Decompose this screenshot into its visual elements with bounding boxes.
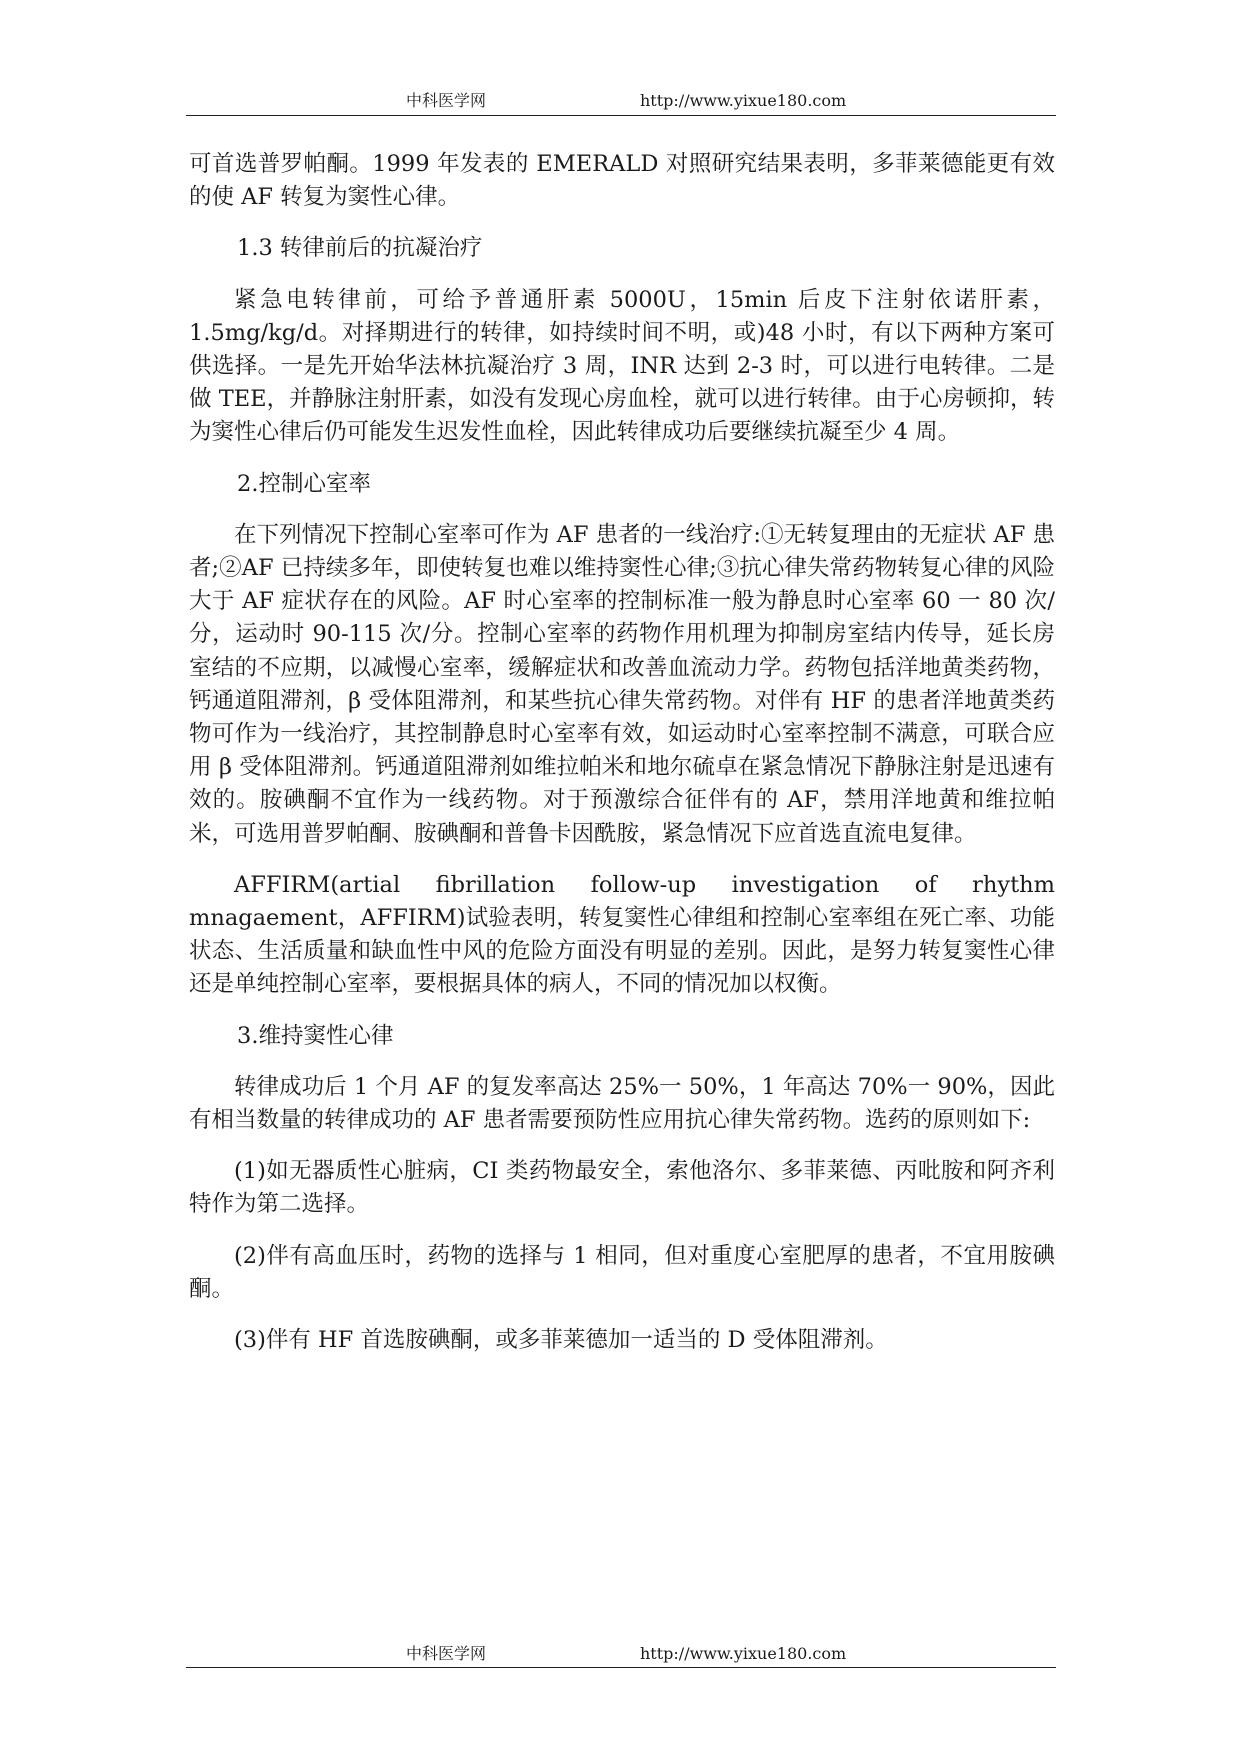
footer-divider [186,1667,1056,1668]
page-footer [186,1644,1056,1664]
page-header [186,91,1056,111]
list-item: (2)伴有高血压时，药物的选择与 1 相同，但对重度心室肥厚的患者，不宜用胺碘酮。 [189,1242,1055,1302]
footer-url: http://www.yixue180.com [640,1644,847,1663]
document-body [189,148,1055,1375]
paragraph: 可首选普罗帕酮。1999 年发表的 EMERALD 对照研究结果表明，多菲莱德能更有效的使 AF 转复为窦性心律。 [189,151,1055,211]
paragraph: 转律成功后 1 个月 AF 的复发率高达 25%一 50%，1 年高达 70%一 90%，因此有相当数量的转律成功的 AF 患者需要预防性应用抗心律失常药物。选药的原则如下: [189,1073,1055,1134]
paragraph: 紧急电转律前，可给予普通肝素 5000U，15min 后皮下注射依诺肝素，1.5mg/kg/d。对择期进行的转律，如持续时间不明，或)48 小时，有以下两种方案可供选择。一是先开始华法林抗凝治疗 3 周，INR 达到 2-3 时，可以进行电转律。二是做 TEE，并静脉注射肝素，如没有发现心房血栓，就可以进行转律。由于心房顿抑，转为窦性心律后仍可能发生迟发性血栓，因此转律成功后要继续抗凝至少 4 周。 [189,286,1055,446]
section-heading: 1.3 转律前后的抗凝治疗 [237,235,483,262]
list-item: (1)如无器质性心脏病，CI 类药物最安全，索他洛尔、多菲莱德、丙吡胺和阿齐利特作为第二选择。 [189,1158,1055,1218]
section-heading: 3.维持窦性心律 [237,1022,394,1049]
paragraph: AFFIRM(artial fibrillation follow-up investigation of rhythm mnagaement，AFFIRM)试验表明，转复窦性心律组和控制心室率组在死亡率、功能状态、生活质量和缺血性中风的危险方面没有明显的差别。因此，是努力转复窦性心律还是单纯控制心室率，要根据具体的病人，不同的情况加以权衡。 [189,871,1055,998]
header-site-name: 中科医学网 [406,91,487,110]
section-heading: 2.控制心室率 [237,470,371,497]
list-item: (3)伴有 HF 首选胺碘酮，或多菲莱德加一适当的 D 受体阻滞剂。 [234,1327,888,1354]
header-divider [186,115,1056,116]
paragraph: 在下列情况下控制心室率可作为 AF 患者的一线治疗:①无转复理由的无症状 AF 患者;②AF 已持续多年，即使转复也难以维持窦性心律;③抗心律失常药物转复心律的风险大于 AF 症状存在的风险。AF 时心室率的控制标准一般为静息时心室率 60 一 80 次/分，运动时 90-115 次/分。控制心室率的药物作用机理为抑制房室结内传导，延长房室结的不应期，以减慢心室率，缓解症状和改善血流动力学。药物包括洋地黄类药物，钙通道阻滞剂，β 受体阻滞剂，和某些抗心律失常药物。对伴有 HF 的患者洋地黄类药物可作为一线治疗，其控制静息时心室率有效，如运动时心室率控制不满意，可联合应用 β 受体阻滞剂。钙通道阻滞剂如维拉帕米和地尔硫卓在紧急情况下静脉注射是迅速有效的。胺碘酮不宜作为一线药物。对于预激综合征伴有的 AF，禁用洋地黄和维拉帕米，可选用普罗帕酮、胺碘酮和普鲁卡因酰胺，紧急情况下应首选直流电复律。 [189,521,1055,847]
footer-site-name: 中科医学网 [406,1644,487,1663]
header-url: http://www.yixue180.com [640,91,847,110]
